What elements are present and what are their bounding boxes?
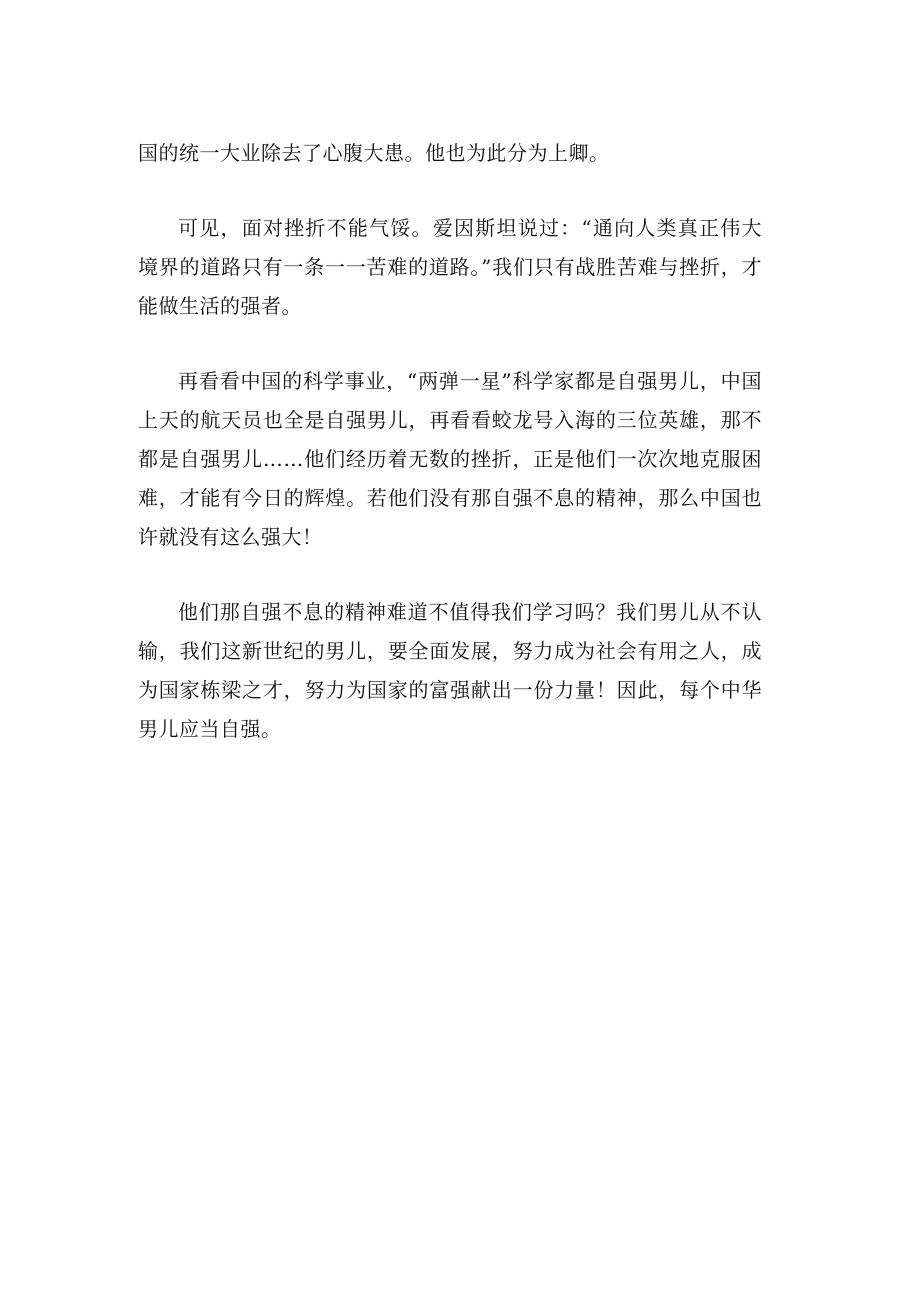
paragraph-science: 再看看中国的科学事业，“两弹一星”科学家都是自强男儿，中国上天的航天员也全是自强男儿，再看看蛟龙号入海的三位英雄，那不都是自强男儿……他们经历着无数的挫折，正是他们一次次地克服困难，才能有今日的辉煌。若他们没有那自强不息的精神，那么中国也许就没有这么强大！ xyxy=(138,369,762,549)
paragraph-conclusion: 他们那自强不息的精神难道不值得我们学习吗？我们男儿从不认输，我们这新世纪的男儿，要全面发展，努力成为社会有用之人，成为国家栋梁之才，努力为国家的富强献出一份力量！因此，每个中华男儿应当自强。 xyxy=(138,600,762,741)
paragraph-continued: 国的统一大业除去了心腹大患。他也为此分为上卿。 xyxy=(138,141,610,165)
paragraph-setbacks: 可见，面对挫折不能气馁。爱因斯坦说过：“通向人类真正伟大境界的道路只有一条一一苦难的道路。”我们只有战胜苦难与挫折，才能做生活的强者。 xyxy=(138,216,762,318)
document-body xyxy=(138,134,762,785)
